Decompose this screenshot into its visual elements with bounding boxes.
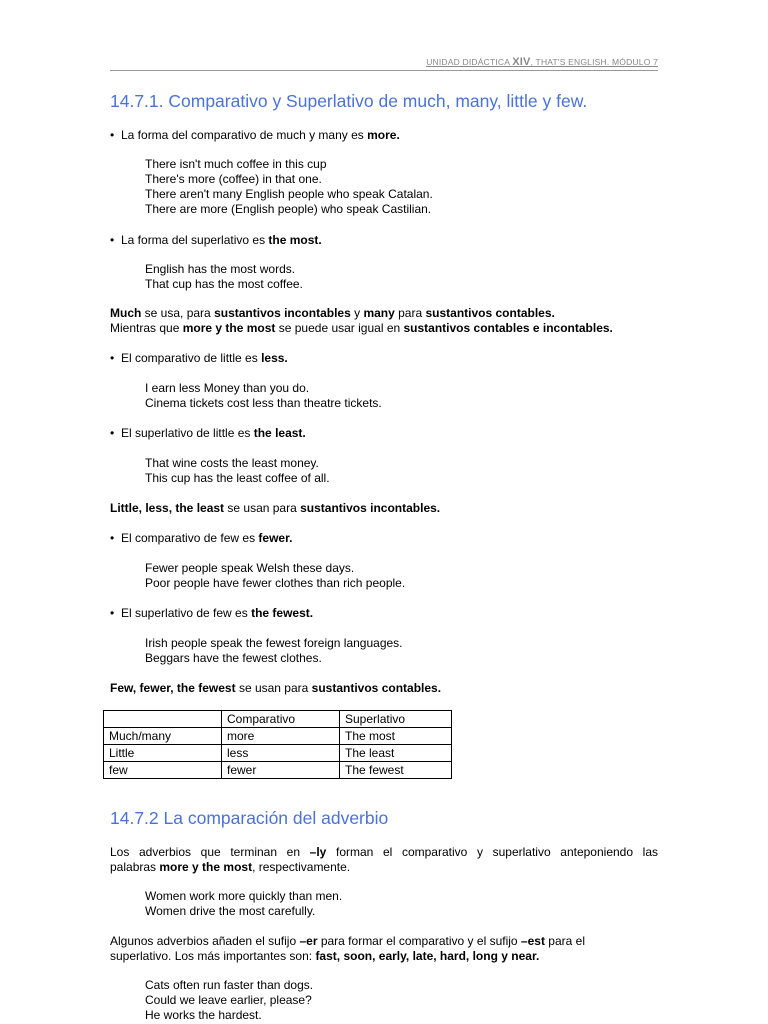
example-line: There are more (English people) who speak Castilian. [145, 202, 432, 216]
example-line: Cinema tickets cost less than theatre tickets. [145, 396, 382, 410]
example-line: Irish people speak the fewest foreign languages. [145, 636, 403, 650]
example-line: This cup has the least coffee of all. [145, 471, 330, 485]
note-more-most: Mientras que more y the most se puede usar igual en sustantivos contables e incontables. [110, 321, 613, 335]
table-row [104, 745, 452, 762]
bullet-superlative-few: • El superlativo de few es the fewest. [110, 606, 313, 621]
example-line: Poor people have fewer clothes than rich people. [145, 576, 406, 590]
example-line: English has the most words. [145, 262, 296, 276]
section-heading-2: 14.7.2 La comparación del adverbio [110, 808, 389, 828]
paragraph-ly-adverbs-line-2: palabras more y the most, respectivamente. [110, 860, 351, 874]
example-line: Cats often run faster than dogs. [145, 978, 314, 992]
bullet-comparative-much-many: • La forma del comparativo de much y many es more. [110, 128, 400, 143]
bullet-superlative-little: • El superlativo de little es the least. [110, 426, 306, 441]
table-row [104, 728, 452, 745]
table-cell: Much/many [104, 728, 222, 745]
example-line: He works the hardest. [145, 1008, 262, 1022]
table-cell: more [222, 728, 340, 745]
table-header-row [104, 711, 452, 728]
paragraph-ly-adverbs-line-1: Los adverbios que terminan en –ly forman el comparativo y superlativo anteponiendo las [110, 845, 658, 859]
example-line: Women work more quickly than men. [145, 889, 343, 903]
running-header [110, 56, 658, 71]
running-header-post: , THAT'S ENGLISH. MÓDULO 7 [530, 57, 658, 67]
table-cell: fewer [222, 762, 340, 779]
note-much-many: Much se usa, para sustantivos incontables y many para sustantivos contables. [110, 306, 555, 320]
paragraph-suffix-adverbs-line-2: superlativo. Los más importantes son: fast, soon, early, late, hard, long y near. [110, 949, 540, 963]
table-cell: less [222, 745, 340, 762]
section-heading-1: 14.7.1. Comparativo y Superlativo de much, many, little y few. [110, 91, 588, 111]
running-header-unit-number: XIV [512, 56, 531, 68]
table-cell: few [104, 762, 222, 779]
example-line: I earn less Money than you do. [145, 381, 310, 395]
example-line: There aren't many English people who speak Catalan. [145, 187, 433, 201]
note-little-less-least: Little, less, the least se usan para sustantivos incontables. [110, 501, 441, 515]
bullet-superlative-most: • La forma del superlativo es the most. [110, 233, 322, 248]
table-header-cell: Superlativo [340, 711, 452, 728]
table-cell: Little [104, 745, 222, 762]
example-line: There isn't much coffee in this cup [145, 157, 327, 171]
table-cell: The fewest [340, 762, 452, 779]
table-cell: The most [340, 728, 452, 745]
running-header-pre: UNIDAD DIDÁCTICA [426, 57, 513, 67]
note-few-fewer-fewest: Few, fewer, the fewest se usan para sustantivos contables. [110, 681, 442, 695]
table-cell: The least [340, 745, 452, 762]
example-line: That wine costs the least money. [145, 456, 319, 470]
paragraph-suffix-adverbs-line-1: Algunos adverbios añaden el sufijo –er para formar el comparativo y el sufijo –est para el [110, 934, 585, 948]
example-line: Fewer people speak Welsh these days. [145, 561, 355, 575]
example-line: Women drive the most carefully. [145, 904, 316, 918]
table-row [104, 762, 452, 779]
example-line: That cup has the most coffee. [145, 277, 303, 291]
bullet-comparative-little: • El comparativo de little es less. [110, 351, 288, 366]
example-line: Could we leave earlier, please? [145, 993, 312, 1007]
example-line: There's more (coffee) in that one. [145, 172, 322, 186]
table-header-cell: Comparativo [222, 711, 340, 728]
example-line: Beggars have the fewest clothes. [145, 651, 322, 665]
table-header-cell [104, 711, 222, 728]
comparison-table [103, 710, 452, 779]
bullet-comparative-few: • El comparativo de few es fewer. [110, 531, 292, 546]
